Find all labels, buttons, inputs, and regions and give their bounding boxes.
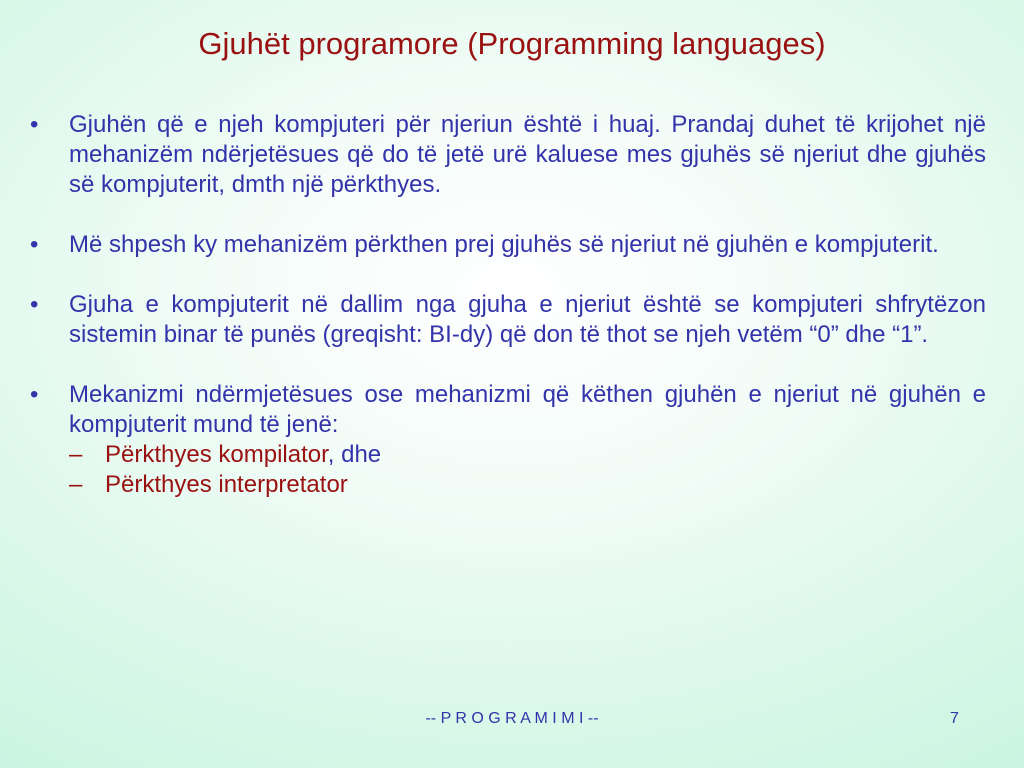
slide-content xyxy=(30,110,986,500)
bullet-marker: • xyxy=(30,381,39,408)
page-number: 7 xyxy=(950,710,959,727)
sub-item xyxy=(69,470,986,500)
bullet-text: Gjuhën që e njeh kompjuteri për njeriun është i huaj. Prandaj duhet të krijohet një mehanizëm ndërjetësues që do të jetë urë kaluese mes gjuhës së njeriut dhe gjuhës së kompjuterit, dmth një përkthyes. xyxy=(69,111,986,198)
bullet-item xyxy=(30,290,986,350)
slide-footer: -- P R O G R A M I M I -- xyxy=(425,710,599,727)
sub-item-main: Përkthyes interpretator xyxy=(105,471,348,498)
sub-item-suffix: , dhe xyxy=(327,441,382,468)
slide-title: Gjuhët programore (Programming languages) xyxy=(198,26,826,61)
bullet-marker: • xyxy=(30,291,39,318)
bullet-text: Më shpesh ky mehanizëm përkthen prej gjuhës së njeriut në gjuhën e kompjuterit. xyxy=(69,231,939,258)
sub-item-main: Përkthyes kompilator xyxy=(105,441,328,468)
sub-list xyxy=(69,440,986,500)
dash-marker: – xyxy=(69,471,83,498)
sub-item-text xyxy=(105,470,348,500)
bullet-item xyxy=(30,110,986,200)
bullet-item xyxy=(30,230,986,260)
bullet-text: Gjuha e kompjuterit në dallim nga gjuha e njeriut është se kompjuteri shfrytëzon sistemin binar të punës (greqisht: BI-dy) që don të thot se njeh vetëm “0” dhe “1”. xyxy=(69,291,986,348)
bullet-text: Mekanizmi ndërmjetësues ose mehanizmi që këthen gjuhën e njeriut në gjuhën e kompjuterit mund të jenë: xyxy=(69,381,986,438)
sub-item xyxy=(69,440,986,470)
bullet-marker: • xyxy=(30,111,39,138)
sub-item-text xyxy=(105,440,381,470)
bullet-marker: • xyxy=(30,231,39,258)
bullet-item xyxy=(30,380,986,440)
dash-marker: – xyxy=(69,441,83,468)
